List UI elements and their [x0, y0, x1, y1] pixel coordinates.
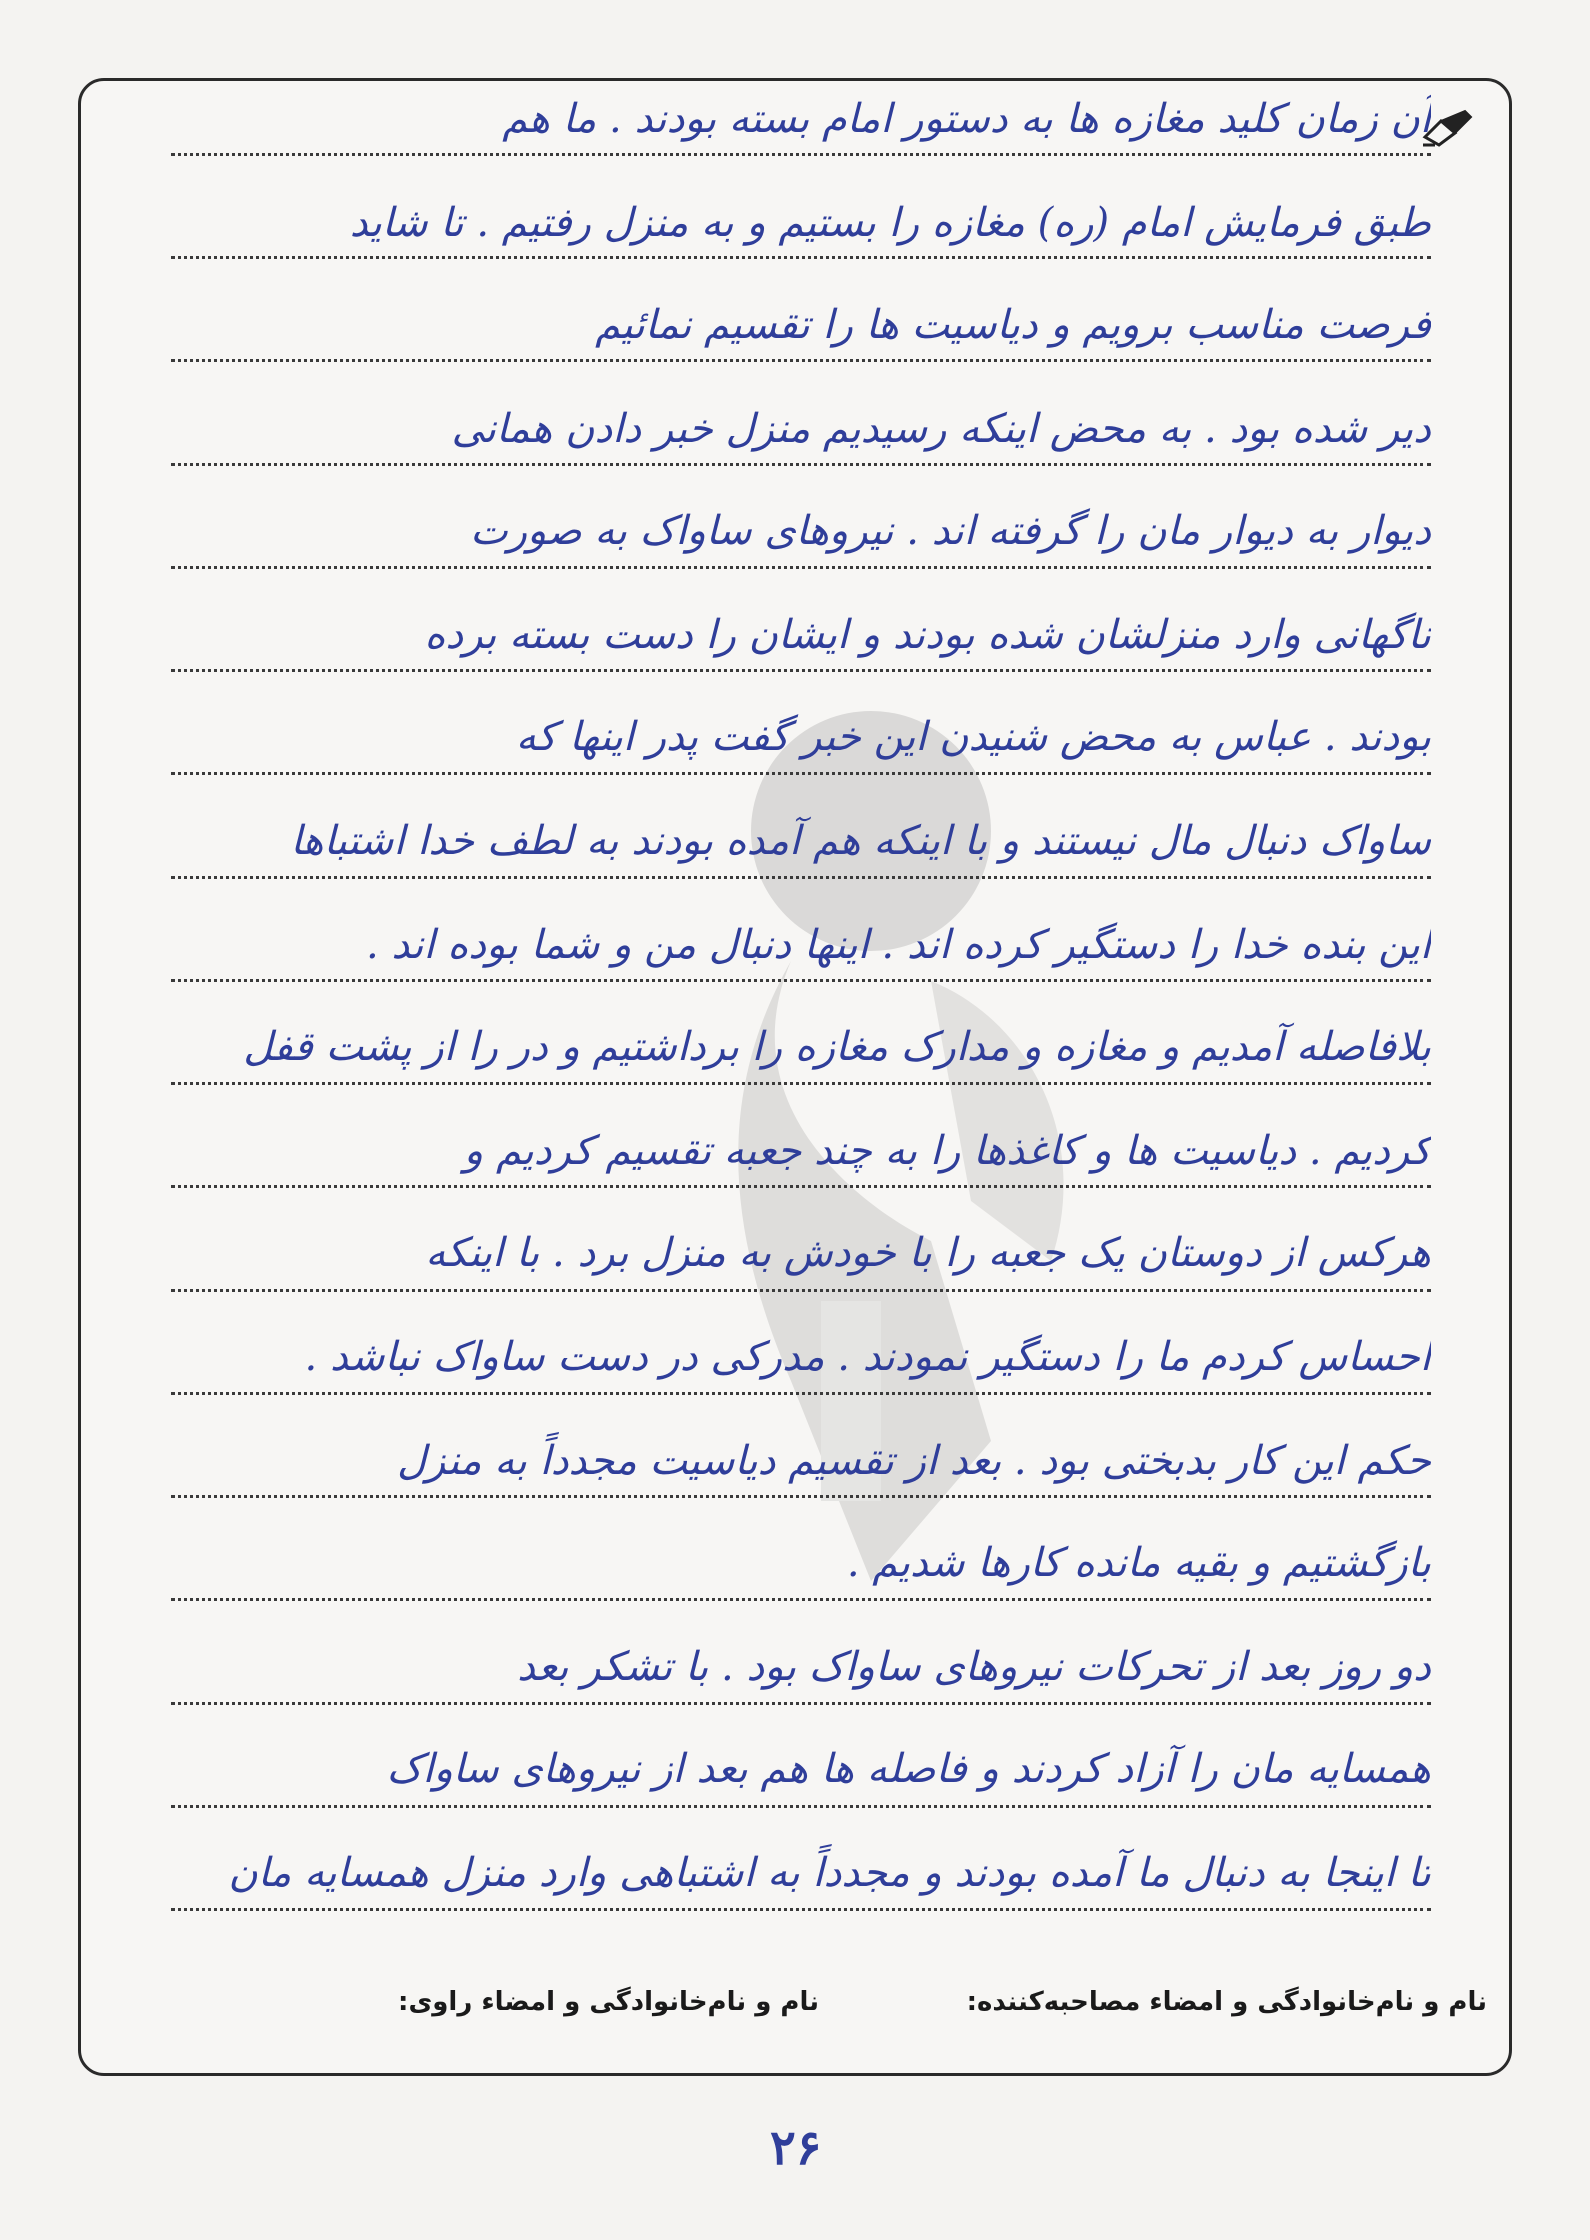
handwritten-line: حکم این کار بدبختی بود . بعد از تقسیم دیاسیت مجدداً به منزل — [396, 1438, 1431, 1484]
dotted-rule — [171, 669, 1431, 672]
handwritten-line: دیر شده بود . به محض اینکه رسیدیم منزل خبر دادن همانی — [451, 406, 1431, 452]
handwritten-line: فرصت مناسب برویم و دیاسیت ها را تقسیم نمائیم — [595, 302, 1431, 348]
page-number: ۲۶ — [770, 2120, 822, 2176]
handwritten-body — [171, 81, 1431, 1961]
handwritten-line: بلافاصله آمدیم و مغازه و مدارک مغازه را برداشتیم و در را از پشت قفل — [243, 1024, 1431, 1070]
handwritten-line: طبق فرمایش امام (ره) مغازه را بستیم و به منزل رفتیم . تا شاید — [349, 200, 1431, 246]
handwritten-line: دیوار به دیوار مان را گرفته اند . نیروهای ساواک به صورت — [470, 508, 1431, 554]
form-frame — [78, 78, 1512, 2076]
narrator-signature-label: نام و نام‌خانوادگی و امضاء راوی: — [398, 1987, 819, 2017]
signature-footer — [81, 1977, 1509, 2037]
dotted-rule — [171, 1805, 1431, 1808]
dotted-rule — [171, 979, 1431, 982]
handwritten-line: ناگهانی وارد منزلشان شده بودند و ایشان را دست بسته برده — [424, 612, 1431, 658]
dotted-rule — [171, 359, 1431, 362]
handwritten-line: احساس کردم ما را دستگیر نمودند . مدرکی در دست ساواک نباشد . — [304, 1334, 1431, 1380]
dotted-rule — [171, 566, 1431, 569]
dotted-rule — [171, 1082, 1431, 1085]
dotted-rule — [171, 1702, 1431, 1705]
handwritten-line: همسایه مان را آزاد کردند و فاصله ها هم بعد از نیروهای ساواک — [386, 1746, 1431, 1792]
handwritten-line: تا اینجا به دنبال ما آمده بودند و مجدداً به اشتباهی وارد منزل همسایه مان — [228, 1850, 1431, 1896]
dotted-rule — [171, 772, 1431, 775]
handwritten-line: آن زمان کلید مغازه ها به دستور امام بسته بودند . ما هم — [502, 96, 1431, 142]
handwritten-line: دو روز بعد از تحرکات نیروهای ساواک بود . با تشکر بعد — [517, 1644, 1431, 1690]
dotted-rule — [171, 463, 1431, 466]
dotted-rule — [171, 876, 1431, 879]
dotted-rule — [171, 1289, 1431, 1292]
dotted-rule — [171, 1185, 1431, 1188]
handwritten-line: بودند . عباس به محض شنیدن این خبر گفت پدر اینها که — [515, 714, 1431, 760]
handwritten-line: بازگشتیم و بقیه مانده کارها شدیم . — [846, 1540, 1431, 1586]
dotted-rule — [171, 1598, 1431, 1601]
dotted-rule — [171, 256, 1431, 259]
handwritten-line: کردیم . دیاسیت ها و کاغذها را به چند جعبه تقسیم کردیم و — [463, 1128, 1431, 1174]
dotted-rule — [171, 153, 1431, 156]
dotted-rule — [171, 1495, 1431, 1498]
interviewer-signature-label: نام و نام‌خانوادگی و امضاء مصاحبه‌کننده: — [966, 1987, 1487, 2017]
dotted-rule — [171, 1392, 1431, 1395]
dotted-rule — [171, 1908, 1431, 1911]
handwritten-line: هرکس از دوستان یک جعبه را با خودش به منزل برد . با اینکه — [425, 1230, 1431, 1276]
handwritten-line: این بنده خدا را دستگیر کرده اند . اینها دنبال من و شما بوده اند . — [365, 922, 1431, 968]
handwritten-line: ساواک دنبال مال نیستند و با اینکه هم آمده بودند به لطف خدا اشتباها — [290, 818, 1431, 864]
